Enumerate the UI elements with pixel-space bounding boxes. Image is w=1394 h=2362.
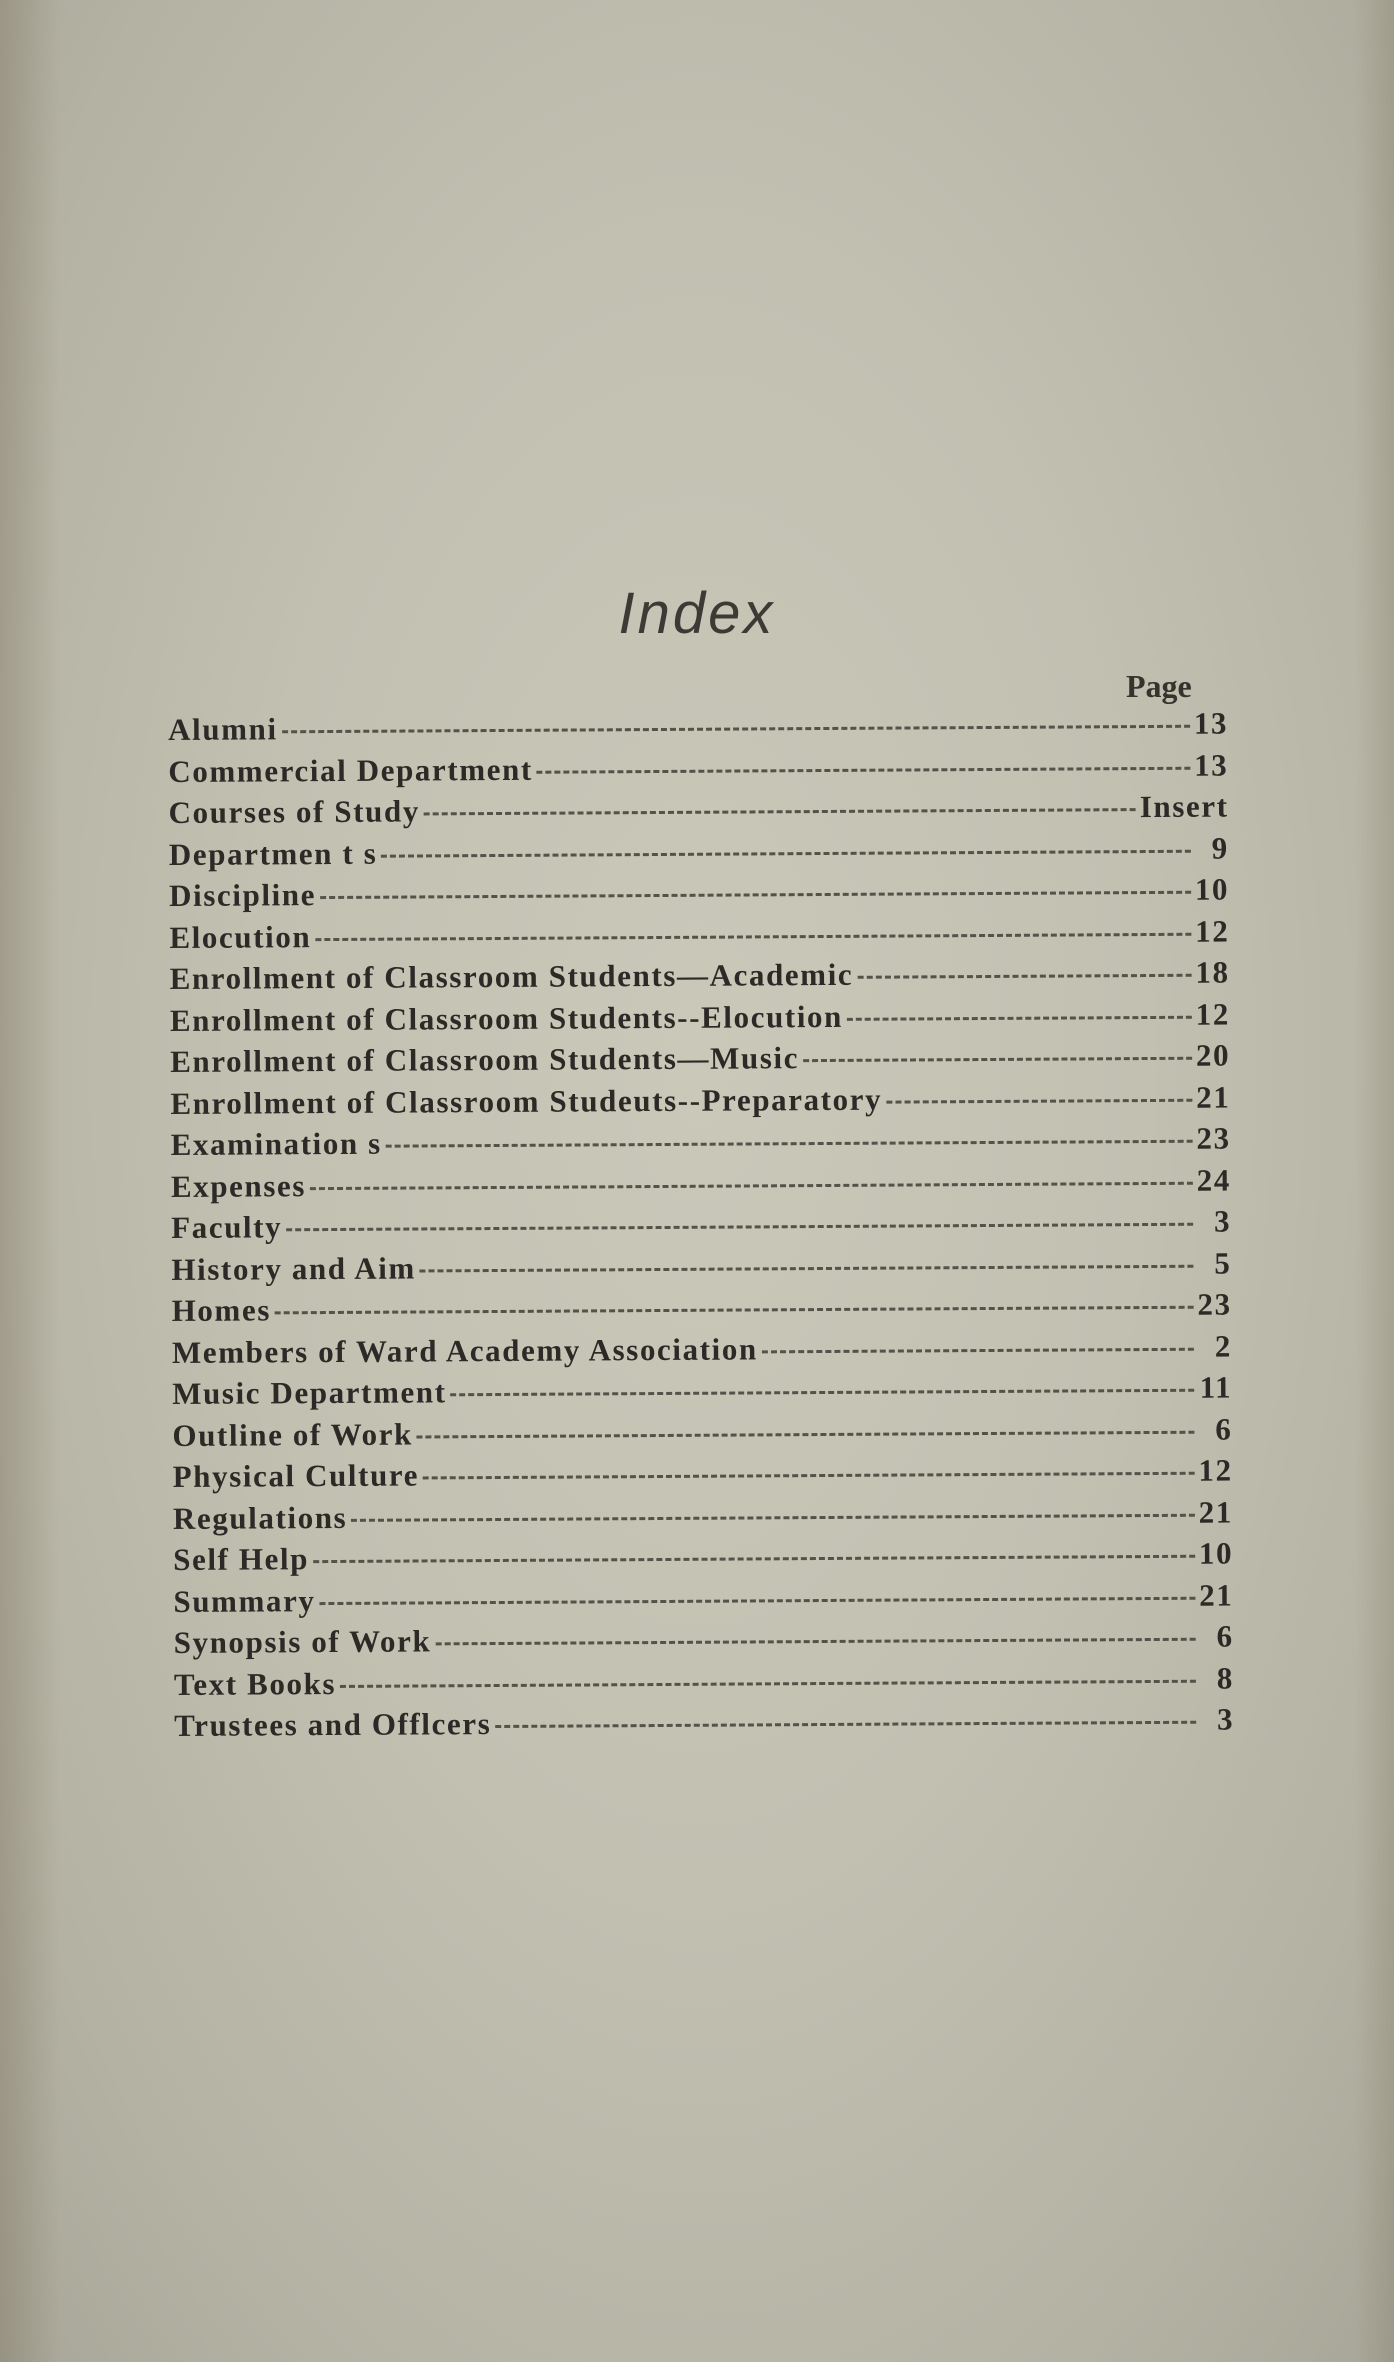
index-list [168, 706, 1234, 1750]
entry-label: Text Books [173, 1665, 337, 1702]
entry-page-number: 12 [1195, 996, 1230, 1032]
index-entry [171, 1245, 1231, 1293]
index-entry [172, 1328, 1232, 1376]
entry-page-number: 5 [1214, 1245, 1232, 1281]
entry-page-number: 3 [1216, 1701, 1235, 1737]
entry-page-number: 13 [1194, 747, 1229, 783]
index-entry [169, 830, 1229, 878]
dot-leader [435, 1638, 1195, 1646]
index-entry [171, 1162, 1231, 1210]
index-entry [173, 1453, 1233, 1501]
entry-label: Summary [173, 1582, 316, 1619]
index-entry [174, 1660, 1234, 1708]
dot-leader [423, 1472, 1194, 1480]
index-entry [168, 706, 1228, 754]
entry-label: Outline of Work [172, 1416, 413, 1453]
dot-leader [886, 1098, 1192, 1103]
index-entry [172, 1411, 1232, 1459]
entry-page-number: 23 [1196, 1120, 1231, 1156]
entry-label: Faculty [171, 1209, 283, 1245]
entry-page-number: 24 [1196, 1162, 1231, 1198]
entry-label: Enrollment of Classroom Students—Academic [169, 956, 854, 996]
dot-leader [320, 891, 1191, 899]
entry-page-number: 13 [1193, 705, 1229, 741]
index-entry [174, 1619, 1234, 1667]
entry-label: Departmen t s [168, 835, 378, 872]
entry-label: Enrollment of Classroom Students--Elocution [169, 998, 844, 1038]
dot-leader [282, 725, 1190, 734]
dot-leader [537, 766, 1190, 773]
index-entry [168, 747, 1228, 795]
dot-leader [424, 808, 1136, 815]
entry-page-number: 20 [1195, 1037, 1231, 1073]
entry-page-number: 6 [1216, 1618, 1234, 1654]
dot-leader [315, 932, 1191, 940]
index-entry [170, 1038, 1230, 1086]
entry-page-number: 10 [1194, 871, 1230, 907]
entry-page-number: 21 [1196, 1079, 1231, 1115]
entry-page-number: 21 [1198, 1494, 1234, 1530]
index-entry [174, 1702, 1234, 1750]
page-title: Index [618, 581, 776, 646]
entry-label: Trustees and Offlcers [174, 1706, 492, 1743]
dot-leader [320, 1596, 1196, 1604]
index-entry [170, 955, 1230, 1003]
entry-page-number: 9 [1211, 830, 1229, 866]
entry-label: Elocution [169, 918, 312, 955]
entry-label: Physical Culture [172, 1457, 420, 1494]
index-entry [171, 1121, 1231, 1169]
entry-page-number: 10 [1198, 1535, 1234, 1571]
dot-leader [381, 849, 1191, 857]
entry-label: Alumni [168, 711, 278, 747]
index-entry [169, 789, 1229, 837]
entry-page-number: Insert [1139, 788, 1229, 825]
entry-page-number: 6 [1215, 1411, 1233, 1447]
index-entry [173, 1536, 1233, 1584]
entry-label: Enrollment of Classroom Studeuts--Preparatory [170, 1081, 883, 1121]
index-entry [170, 996, 1230, 1044]
entry-label: Examination s [170, 1125, 382, 1162]
index-entry [172, 1287, 1232, 1335]
index-entry [173, 1577, 1233, 1625]
dot-leader [417, 1430, 1195, 1438]
entry-label: Members of Ward Academy Association [171, 1330, 758, 1370]
entry-label: Self Help [173, 1541, 310, 1577]
index-entry [170, 1079, 1230, 1127]
dot-leader [495, 1721, 1196, 1728]
entry-label: Commercial Department [168, 751, 533, 789]
entry-label: History and Aim [171, 1249, 416, 1287]
index-entry [173, 1494, 1233, 1542]
entry-label: Synopsis of Work [173, 1623, 432, 1660]
dot-leader [857, 974, 1191, 979]
entry-page-number: 11 [1199, 1369, 1233, 1405]
dot-leader [351, 1513, 1194, 1521]
entry-label: Discipline [169, 877, 317, 913]
entry-page-number: 12 [1198, 1452, 1233, 1488]
entry-page-number: 18 [1195, 954, 1230, 990]
entry-page-number: 3 [1213, 1203, 1232, 1239]
entry-label: Courses of Study [168, 793, 420, 830]
entry-label: Expenses [170, 1167, 307, 1204]
entry-page-number: 8 [1216, 1660, 1235, 1696]
entry-label: Music Department [172, 1374, 447, 1411]
dot-leader [762, 1347, 1194, 1353]
entry-label: Regulations [172, 1499, 348, 1536]
dot-leader [847, 1015, 1192, 1020]
entry-page-number: 2 [1214, 1328, 1232, 1364]
entry-page-number: 23 [1197, 1286, 1232, 1322]
page-column-header: Page [1126, 668, 1192, 704]
index-entry [169, 872, 1229, 920]
entry-label: Enrollment of Classroom Students—Music [170, 1040, 800, 1079]
dot-leader [386, 1140, 1193, 1148]
dot-leader [275, 1306, 1194, 1315]
entry-label: Homes [171, 1292, 272, 1328]
dot-leader [310, 1181, 1193, 1189]
index-entry [171, 1204, 1231, 1252]
entry-page-number: 21 [1199, 1577, 1234, 1613]
dot-leader [803, 1057, 1192, 1062]
dot-leader [340, 1679, 1196, 1687]
index-entry [172, 1370, 1232, 1418]
dot-leader [313, 1555, 1195, 1563]
index-entry [169, 913, 1229, 961]
dot-leader [451, 1389, 1195, 1397]
dot-leader [286, 1223, 1193, 1232]
entry-page-number: 12 [1195, 913, 1230, 949]
dot-leader [420, 1264, 1194, 1272]
